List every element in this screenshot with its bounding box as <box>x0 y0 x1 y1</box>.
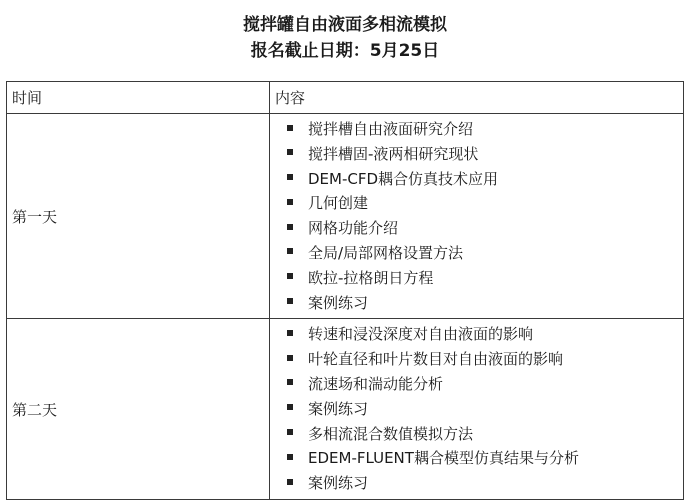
list-item <box>287 471 683 496</box>
topic-text: 全局/局部网格设置方法 <box>308 243 464 262</box>
schedule-table <box>6 81 684 500</box>
list-item <box>287 422 683 447</box>
square-bullet-icon <box>287 429 293 435</box>
topic-text: 案例练习 <box>308 293 369 312</box>
list-item <box>287 191 683 216</box>
square-bullet-icon <box>287 125 293 131</box>
list-item <box>287 167 683 192</box>
square-bullet-icon <box>287 174 293 180</box>
square-bullet-icon <box>287 248 293 254</box>
topic-text: 案例练习 <box>308 474 369 493</box>
content-cell <box>270 319 684 500</box>
square-bullet-icon <box>287 149 293 155</box>
document-header <box>0 0 690 64</box>
square-bullet-icon <box>287 330 293 336</box>
topic-text: 欧拉-拉格朗日方程 <box>308 268 434 287</box>
list-item <box>287 216 683 241</box>
list-item <box>287 397 683 422</box>
registration-deadline: 报名截止日期：5月25日 <box>250 41 440 61</box>
square-bullet-icon <box>287 379 293 385</box>
topic-text: EDEM-FLUENT耦合模型仿真结果与分析 <box>308 449 579 468</box>
list-item <box>287 266 683 291</box>
list-item <box>287 446 683 471</box>
square-bullet-icon <box>287 224 293 230</box>
day-label: 第一天 <box>7 114 270 319</box>
list-item <box>287 241 683 266</box>
topic-text: 流速场和湍动能分析 <box>308 374 444 393</box>
topic-text: 案例练习 <box>308 399 369 418</box>
topic-list <box>270 319 683 499</box>
topic-list <box>270 114 683 318</box>
list-item <box>287 142 683 167</box>
topic-text: 转速和浸没深度对自由液面的影响 <box>308 325 534 344</box>
square-bullet-icon <box>287 298 293 304</box>
document-title: 搅拌罐自由液面多相流模拟 <box>243 15 447 35</box>
topic-text: DEM-CFD耦合仿真技术应用 <box>308 169 499 188</box>
square-bullet-icon <box>287 404 293 410</box>
list-item <box>287 322 683 347</box>
list-item <box>287 372 683 397</box>
list-item <box>287 291 683 316</box>
topic-text: 多相流混合数值模拟方法 <box>308 424 474 443</box>
topic-text: 几何创建 <box>308 194 369 213</box>
topic-text: 搅拌槽自由液面研究介绍 <box>308 120 474 138</box>
topic-text: 叶轮直径和叶片数目对自由液面的影响 <box>308 350 564 369</box>
column-header-content: 内容 <box>270 82 684 114</box>
table-row-day-1 <box>7 114 684 319</box>
column-header-time: 时间 <box>7 82 270 114</box>
topic-text: 搅拌槽固-液两相研究现状 <box>308 144 479 163</box>
day-label: 第二天 <box>7 319 270 500</box>
list-item <box>287 117 683 142</box>
table-row-day-2 <box>7 319 684 500</box>
content-cell <box>270 114 684 319</box>
list-item <box>287 347 683 372</box>
square-bullet-icon <box>287 199 293 205</box>
square-bullet-icon <box>287 355 293 361</box>
topic-text: 网格功能介绍 <box>308 219 399 238</box>
square-bullet-icon <box>287 454 293 460</box>
square-bullet-icon <box>287 273 293 279</box>
square-bullet-icon <box>287 479 293 485</box>
table-header-row <box>7 82 684 114</box>
